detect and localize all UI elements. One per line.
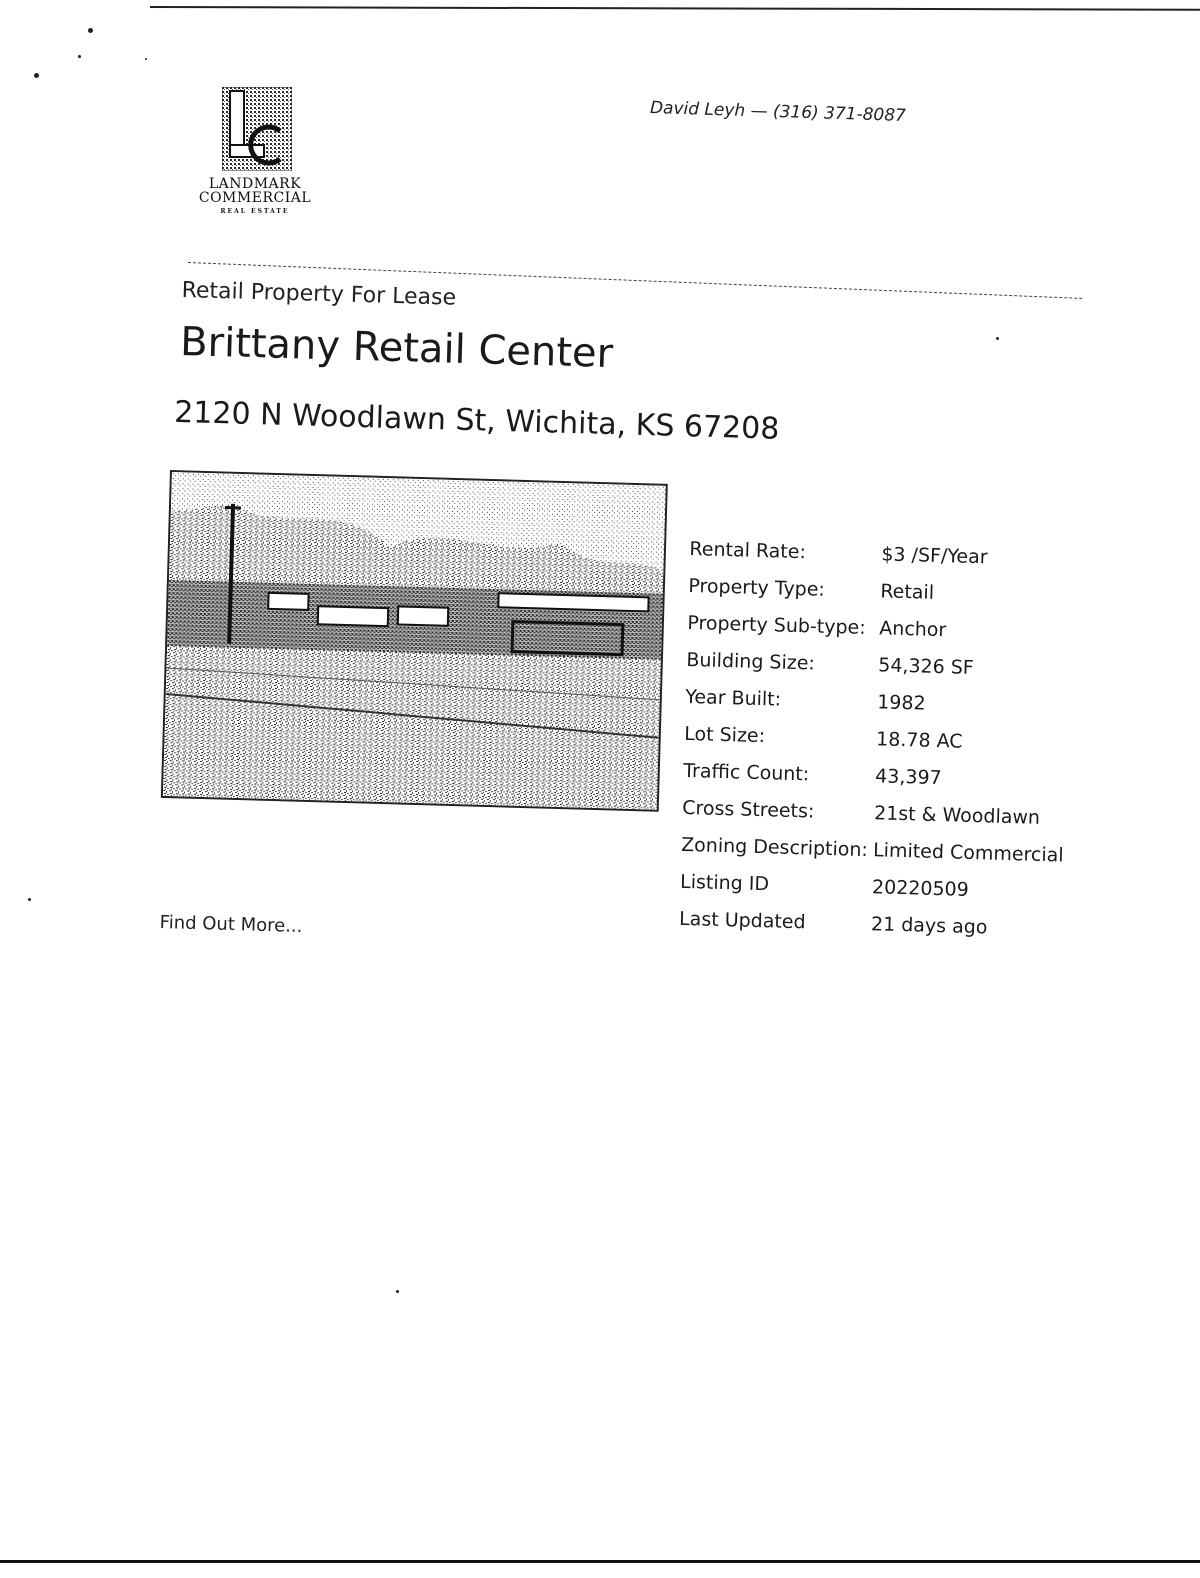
lc-monogram-icon <box>222 87 292 171</box>
bottom-edge-rule <box>0 1560 1200 1563</box>
agent-contact: David Leyh — (316) 371-8087 <box>649 98 907 127</box>
detail-label: Property Sub-type: <box>687 611 866 639</box>
detail-value: 54,326 SF <box>878 653 975 679</box>
detail-value: Retail <box>880 579 935 604</box>
detail-value: Limited Commercial <box>872 838 1064 867</box>
property-photo <box>161 470 668 812</box>
detail-value: Anchor <box>879 616 947 641</box>
detail-label: Building Size: <box>686 648 816 675</box>
detail-label: Year Built: <box>685 685 782 711</box>
listing-heading <box>173 278 783 447</box>
detail-value: 20220509 <box>871 875 970 901</box>
scan-speck <box>996 337 999 340</box>
detail-value: 21 days ago <box>870 912 988 938</box>
detail-label: Zoning Description: <box>680 833 869 861</box>
logo-line-2: COMMERCIAL <box>198 190 312 206</box>
detail-label: Lot Size: <box>684 722 766 747</box>
detail-value: $3 /SF/Year <box>881 542 988 568</box>
property-details-table <box>679 530 1082 948</box>
company-logo <box>190 85 320 235</box>
logo-line-3: REAL ESTATE <box>220 208 290 215</box>
detail-value: 18.78 AC <box>875 727 963 753</box>
top-edge-rule <box>150 6 1200 11</box>
detail-label: Cross Streets: <box>681 796 815 823</box>
scan-speck <box>78 55 81 58</box>
detail-label: Property Type: <box>688 574 826 601</box>
logo-line-1: LANDMARK <box>208 176 302 192</box>
listing-subtitle: Retail Property For Lease <box>181 278 457 311</box>
scan-speck <box>34 73 39 78</box>
detail-value: 43,397 <box>874 764 942 789</box>
scan-speck <box>28 898 31 901</box>
detail-value: 21st & Woodlawn <box>873 801 1041 829</box>
listing-address: 2120 N Woodlawn St, Wichita, KS 67208 <box>173 394 780 447</box>
detail-label: Traffic Count: <box>682 759 810 785</box>
scan-speck <box>145 58 147 60</box>
detail-label: Listing ID <box>679 870 770 895</box>
detail-label: Last Updated <box>678 907 806 933</box>
scan-speck <box>396 1290 399 1293</box>
detail-label: Rental Rate: <box>689 537 807 563</box>
find-out-more-link[interactable]: Find Out More... <box>159 912 303 937</box>
listing-title: Brittany Retail Center <box>179 318 614 378</box>
scan-speck <box>88 28 93 33</box>
detail-value: 1982 <box>876 690 926 715</box>
